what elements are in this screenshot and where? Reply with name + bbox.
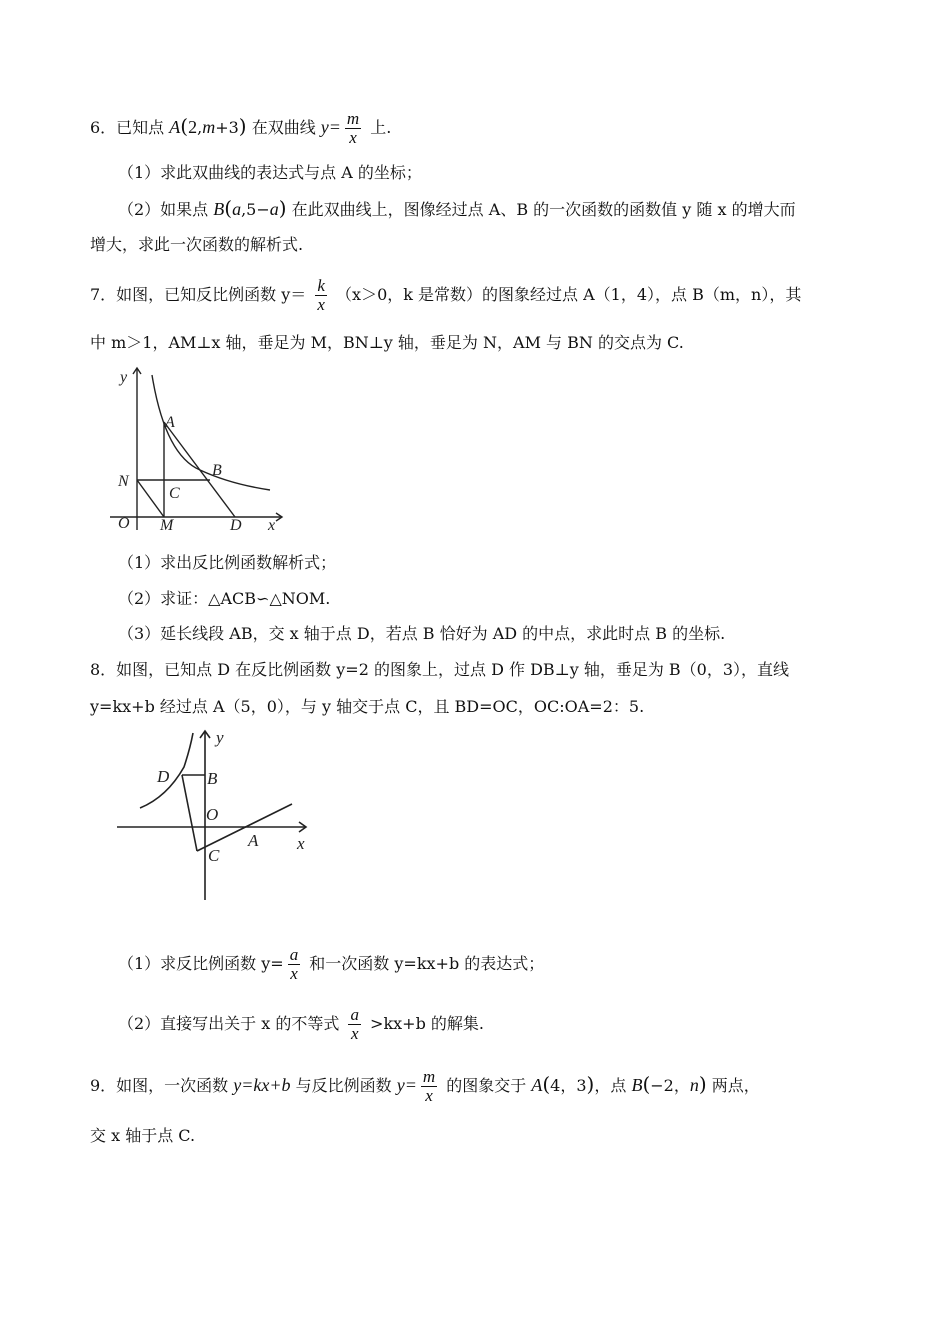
q8-part2-pre: （2）直接写出关于 x 的不等式 (118, 1014, 345, 1033)
q8-stem-line2: y=kx+b 经过点 A（5，0），与 y 轴交于点 C，且 BD=OC，OC:OA=2：5. (90, 697, 645, 716)
q6-stem: 6．已知点 A(2,m+3) 在双曲线 y= $\frac{m}{x}$ 上. (90, 109, 392, 147)
q6-point-b: B (213, 199, 225, 219)
q9-stem-mid: 与反比例函数 (295, 1076, 397, 1095)
q9-stem-post: 两点， (711, 1076, 760, 1095)
q7-segment-ad (164, 422, 235, 517)
q9-stem-line2: 交 x 轴于点 C. (90, 1126, 196, 1145)
q6-stem-mid: 在双曲线 (251, 118, 321, 137)
q9-coords-b: −2， (650, 1076, 690, 1095)
q7-stem-line2: 中 m＞1，AM⊥x 轴，垂足为 M，BN⊥y 轴，垂足为 N，AM 与 BN 的交点为 C. (90, 333, 684, 352)
q7-label-n: N (118, 473, 129, 490)
q9-y-eq: y= (396, 1075, 417, 1095)
q8-label-b: B (207, 769, 218, 788)
q7-label-m: M (160, 517, 174, 534)
q7-segment-nm (137, 480, 164, 517)
q7-label-y: y (120, 369, 128, 386)
q6-point-a: A (169, 117, 181, 137)
q8-label-y: y (216, 728, 224, 747)
q7-fraction: $\frac{k}{x}$ (317, 276, 325, 314)
q7-label-x: x (268, 517, 276, 534)
q7-stem (90, 275, 801, 315)
q6-coord: 2 (188, 117, 198, 137)
q8-part1-post: 和一次函数 y=kx+b 的表达式； (304, 954, 545, 973)
q6-coord-a: a (232, 199, 242, 219)
q9-stem-mid3: ，点 (594, 1076, 632, 1095)
q9-coords-a: 4，3 (550, 1076, 587, 1095)
q7-stem-pre: 7．如图，已知反比例函数 y＝ (90, 285, 307, 304)
q8-part2-fraction: $\frac{a}{x}$ (350, 1005, 359, 1043)
q9-stem-mid2: 的图象交于 (446, 1076, 532, 1095)
q8-part1-fraction: $\frac{a}{x}$ (289, 945, 299, 983)
q9-point-b: B (631, 1075, 643, 1095)
q8-part2 (118, 1004, 484, 1044)
q6-part2-cont: 增大，求此一次函数的解析式. (90, 235, 304, 254)
q7-figure (110, 360, 295, 538)
q7-label-b: B (212, 462, 222, 479)
q6-part2-post: 在此双曲线上，图像经过点 A、B 的一次函数的函数值 y 随 x 的增大而 (291, 200, 796, 219)
q6-y-eq: y= (320, 117, 341, 137)
q6-part2-pre: （2）如果点 (118, 200, 214, 219)
q9-linear: y=kx+b (233, 1075, 291, 1095)
q6-part2: （2）如果点 B(a,5−a) 在此双曲线上，图像经过点 A、B 的一次函数的函数值 y 随 x 的增大而 (118, 196, 796, 220)
q9-stem-pre: 9．如图，一次函数 (90, 1076, 234, 1095)
q6-part1: （1）求此双曲线的表达式与点 A 的坐标； (118, 163, 422, 182)
q9-fraction: $\frac{m}{x}$ (422, 1067, 436, 1105)
q6-stem-post: 上. (370, 118, 392, 137)
q7-stem-post: （x＞0，k 是常数）的图象经过点 A（1，4），点 B（m，n），其 (336, 285, 802, 304)
q7-part2: （2）求证：△ACB∽△NOM. (118, 589, 331, 608)
q8-part2-post: >kx+b 的解集. (364, 1014, 485, 1033)
q6-coord-m: m (202, 117, 216, 137)
q9-point-a: A (531, 1075, 543, 1095)
q8-label-x: x (297, 834, 305, 853)
q6-stem-text: 6．已知点 (90, 118, 170, 137)
q7-part3: （3）延长线段 AB，交 x 轴于点 D，若点 B 恰好为 AD 的中点，求此时点 B 的坐标. (118, 624, 726, 643)
q6-coord-a2: a (269, 199, 279, 219)
q6-coord-p3: +3 (215, 118, 239, 137)
q7-label-c: C (169, 485, 180, 502)
q7-label-a: A (165, 414, 175, 431)
q8-label-d: D (157, 767, 170, 786)
q8-part1-pre: （1）求反比例函数 y= (118, 954, 284, 973)
q9-coord-n: n (689, 1075, 699, 1095)
q8-label-a: A (248, 831, 259, 850)
q7-part1: （1）求出反比例函数解析式； (118, 553, 337, 572)
q7-hyperbola (152, 375, 270, 490)
q8-stem-line1: 8．如图，已知点 D 在反比例函数 y=2 的图象上，过点 D 作 DB⊥y 轴，垂足为 B（0，3），直线 (90, 660, 790, 679)
q9-stem: 9．如图，一次函数 y=kx+b 与反比例函数 y= $\frac{m}{x}$ 的图象交于 A(4，3)，点 B(−2，n) 两点， (90, 1067, 760, 1105)
q8-part1 (118, 944, 544, 984)
q7-label-d: D (230, 517, 242, 534)
q6-fraction: $\frac{m}{x}$ (346, 109, 360, 147)
q8-label-o: O (206, 805, 219, 824)
q8-figure (112, 725, 317, 903)
q8-label-c: C (208, 846, 220, 865)
q6-coord-5: ,5− (241, 200, 270, 219)
q7-label-o: O (118, 515, 130, 532)
q8-segment-dc (182, 775, 197, 851)
